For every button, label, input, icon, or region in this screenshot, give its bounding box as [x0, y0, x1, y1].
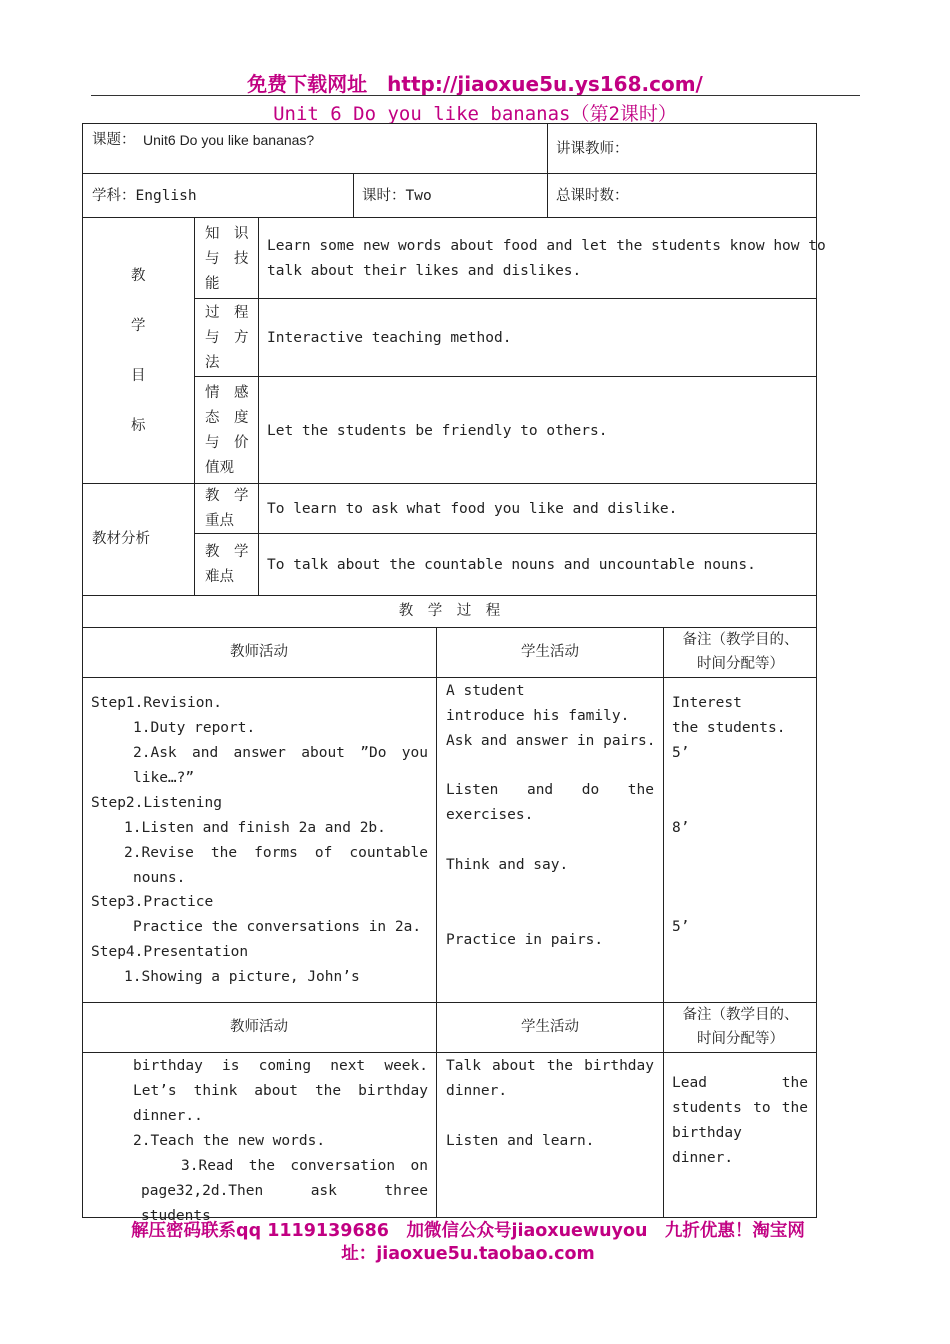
- student-activity-line: Practice in pairs.: [446, 932, 604, 948]
- note-line: birthday: [672, 1125, 742, 1141]
- goal-tag-line: 态 度: [205, 410, 249, 426]
- teacher-step-line: Step1.Revision.: [91, 695, 222, 711]
- goal-tag-line: 情 感: [205, 385, 249, 401]
- goal-tag-line: 过 程: [205, 305, 249, 321]
- header-rule: [91, 95, 860, 96]
- student-activity-line: dinner.: [446, 1083, 508, 1099]
- teacher-step-line: 3.Read the conversation on: [181, 1158, 428, 1174]
- note-line: 8’: [672, 820, 690, 836]
- student-activity-line: Think and say.: [446, 857, 569, 873]
- goals-label-char: 教: [131, 268, 146, 284]
- analysis-label: 教材分析: [92, 531, 150, 547]
- analysis-tag-line: 重点: [205, 513, 234, 529]
- goal-text-line: Interactive teaching method.: [267, 330, 512, 346]
- student-activity-line: introduce his family.: [446, 708, 630, 724]
- footer-promo: [88, 1220, 848, 1266]
- teacher-step-line: dinner..: [133, 1108, 203, 1124]
- teacher-step-line: 1.Duty report.: [133, 720, 256, 736]
- teacher-step-line: 2.Revise the forms of countable: [124, 845, 428, 861]
- goal-tag-line: 知 识: [205, 226, 249, 242]
- goal-tag-line: 与 技: [205, 251, 249, 267]
- analysis-tag-line: 教 学: [205, 544, 249, 560]
- site-url-header: 免费下载网址 http://jiaoxue5u.ys168.com/: [247, 72, 703, 96]
- process-title: 教 学 过 程: [398, 603, 501, 619]
- teacher-step-line: like…?”: [133, 770, 195, 786]
- col-header-teacher: 教师活动: [230, 644, 288, 660]
- footer-line: 址：jiaoxue5u.taobao.com: [341, 1244, 595, 1264]
- note-line: 5’: [672, 745, 690, 761]
- note-line: 5’: [672, 919, 690, 935]
- note-line: students to the: [672, 1100, 808, 1116]
- footer-line: 解压密码联系qq 1119139686 加微信公众号jiaoxuewuyou 九折优惠！淘宝网: [131, 1221, 805, 1241]
- goal-tag-line: 与 价: [205, 435, 249, 451]
- subject-field: 学科：English: [92, 188, 197, 204]
- note-line: Interest: [672, 695, 742, 711]
- total-periods-label: 总课时数：: [556, 188, 629, 204]
- topic-value: Unit6 Do you like bananas?: [143, 132, 315, 148]
- note-line: the students.: [672, 720, 786, 736]
- col-header-teacher: 教师活动: [230, 1019, 288, 1035]
- col-header-note: 时间分配等）: [697, 1031, 784, 1047]
- col-header-note: 时间分配等）: [697, 656, 784, 672]
- teacher-step-line: Practice the conversations in 2a.: [133, 919, 422, 935]
- goal-tag-line: 值观: [205, 460, 234, 476]
- student-activity-line: A student: [446, 683, 525, 699]
- teacher-step-line: nouns.: [133, 870, 186, 886]
- student-activity-line: Talk about the birthday: [446, 1058, 654, 1074]
- teacher-step-line: birthday is coming next week.: [133, 1058, 428, 1074]
- key-point-text: To learn to ask what food you like and dislike.: [267, 501, 678, 517]
- col-header-note: 备注（教学目的、: [682, 632, 799, 648]
- teacher-step-line: page32,2d.Then ask three students: [141, 1183, 428, 1224]
- goals-label-char: 目: [131, 368, 146, 384]
- student-activity-line: exercises.: [446, 807, 534, 823]
- goal-tag-line: 能: [205, 276, 220, 292]
- goal-text-line: Let the students be friendly to others.: [267, 423, 608, 439]
- teacher-step-line: Step3.Practice: [91, 894, 214, 910]
- teacher-label: 讲课教师：: [556, 141, 629, 157]
- goals-label-char: 标: [131, 418, 146, 434]
- goals-label-char: 学: [131, 318, 146, 334]
- col-header-note: 备注（教学目的、: [682, 1007, 799, 1023]
- page-title: Unit 6 Do you like bananas（第2课时）: [273, 103, 677, 125]
- teacher-step-line: Step2.Listening: [91, 795, 222, 811]
- teacher-step-line: 2.Ask and answer about ”Do you: [133, 745, 428, 761]
- col-header-student: 学生活动: [521, 644, 579, 660]
- student-activity-line: Ask and answer in pairs.: [446, 733, 656, 749]
- teacher-step-line: Step4.Presentation: [91, 944, 249, 960]
- goal-tag-line: 法: [205, 355, 220, 371]
- analysis-tag-line: 教 学: [205, 488, 249, 504]
- topic-label: 课题：: [92, 132, 136, 148]
- goal-text-line: talk about their likes and dislikes.: [267, 263, 582, 279]
- difficult-point-text: To talk about the countable nouns and uncountable nouns.: [267, 557, 756, 573]
- goal-tag-line: 与 方: [205, 330, 249, 346]
- student-activity-line: Listen and learn.: [446, 1133, 595, 1149]
- teacher-step-line: Let’s think about the birthday: [133, 1083, 428, 1099]
- col-header-student: 学生活动: [521, 1019, 579, 1035]
- teacher-step-line: 1.Showing a picture, John’s: [124, 969, 360, 985]
- period-field: 课时：Two: [362, 188, 432, 204]
- note-line: dinner.: [672, 1150, 734, 1166]
- note-line: Lead the: [672, 1075, 808, 1091]
- teacher-step-line: 1.Listen and finish 2a and 2b.: [124, 820, 386, 836]
- student-activity-line: Listen and do the: [446, 782, 654, 798]
- teacher-step-line: 2.Teach the new words.: [133, 1133, 326, 1149]
- analysis-tag-line: 难点: [205, 569, 234, 585]
- goal-text-line: Learn some new words about food and let the students know how to: [267, 238, 826, 254]
